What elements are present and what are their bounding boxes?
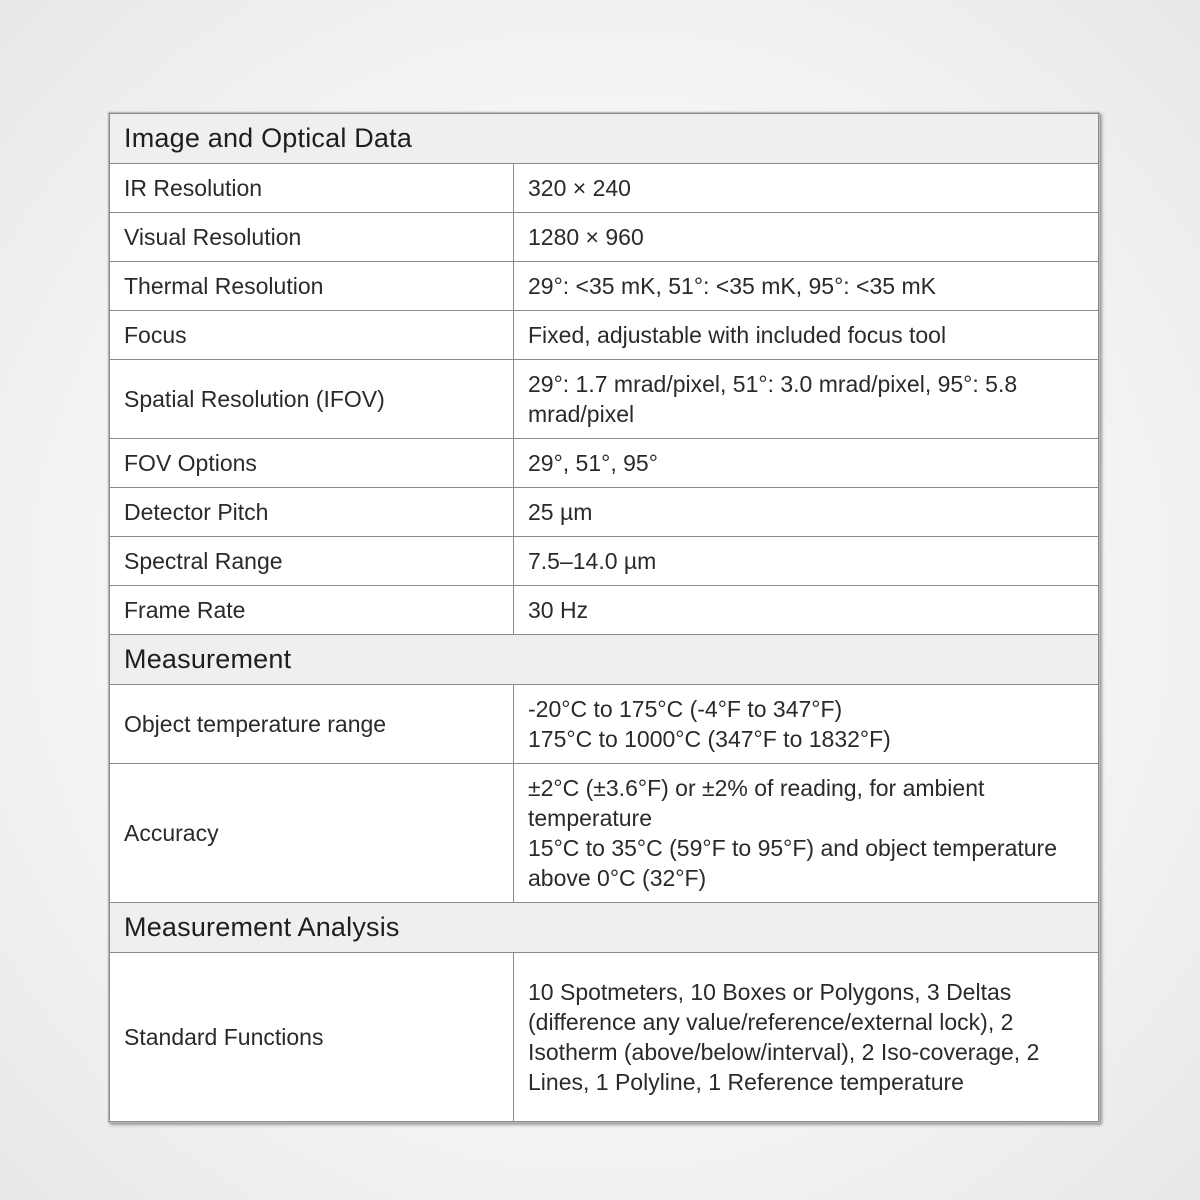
- spec-label: Frame Rate: [110, 586, 514, 635]
- spec-table: [109, 113, 1099, 1122]
- spec-value: ±2°C (±3.6°F) or ±2% of reading, for ambient temperature 15°C to 35°C (59°F to 95°F) and object temperature above 0°C (32°F): [514, 764, 1099, 903]
- spec-value: 1280 × 960: [514, 213, 1099, 262]
- table-row: [110, 262, 1099, 311]
- table-row: [110, 764, 1099, 903]
- section-title: Measurement Analysis: [110, 903, 1099, 953]
- spec-value: 29°, 51°, 95°: [514, 439, 1099, 488]
- section-header: [110, 903, 1099, 953]
- spec-label: Standard Functions: [110, 953, 514, 1122]
- spec-value: 7.5–14.0 µm: [514, 537, 1099, 586]
- spec-value: -20°C to 175°C (-4°F to 347°F) 175°C to 1000°C (347°F to 1832°F): [514, 685, 1099, 764]
- table-row: [110, 439, 1099, 488]
- table-row: [110, 164, 1099, 213]
- spec-label: IR Resolution: [110, 164, 514, 213]
- section-header: [110, 114, 1099, 164]
- table-row: [110, 685, 1099, 764]
- section-title: Image and Optical Data: [110, 114, 1099, 164]
- section-title: Measurement: [110, 635, 1099, 685]
- spec-value: 320 × 240: [514, 164, 1099, 213]
- spec-label: Spatial Resolution (IFOV): [110, 360, 514, 439]
- spec-label: Focus: [110, 311, 514, 360]
- table-row: [110, 213, 1099, 262]
- spec-label: FOV Options: [110, 439, 514, 488]
- spec-label: Thermal Resolution: [110, 262, 514, 311]
- table-row: [110, 953, 1099, 1122]
- spec-label: Object temperature range: [110, 685, 514, 764]
- spec-label: Accuracy: [110, 764, 514, 903]
- table-row: [110, 311, 1099, 360]
- spec-label: Visual Resolution: [110, 213, 514, 262]
- spec-value: 10 Spotmeters, 10 Boxes or Polygons, 3 Deltas (difference any value/reference/external lock), 2 Isotherm (above/below/interval), 2 Iso-coverage, 2 Lines, 1 Polyline, 1 Reference temperature: [514, 953, 1099, 1122]
- spec-value: Fixed, adjustable with included focus tool: [514, 311, 1099, 360]
- spec-value: 29°: <35 mK, 51°: <35 mK, 95°: <35 mK: [514, 262, 1099, 311]
- spec-label: Spectral Range: [110, 537, 514, 586]
- spec-value: 30 Hz: [514, 586, 1099, 635]
- spec-sheet: [108, 112, 1100, 1123]
- table-row: [110, 488, 1099, 537]
- section-header: [110, 635, 1099, 685]
- spec-value: 25 µm: [514, 488, 1099, 537]
- spec-value: 29°: 1.7 mrad/pixel, 51°: 3.0 mrad/pixel, 95°: 5.8 mrad/pixel: [514, 360, 1099, 439]
- table-row: [110, 537, 1099, 586]
- table-row: [110, 586, 1099, 635]
- table-row: [110, 360, 1099, 439]
- spec-label: Detector Pitch: [110, 488, 514, 537]
